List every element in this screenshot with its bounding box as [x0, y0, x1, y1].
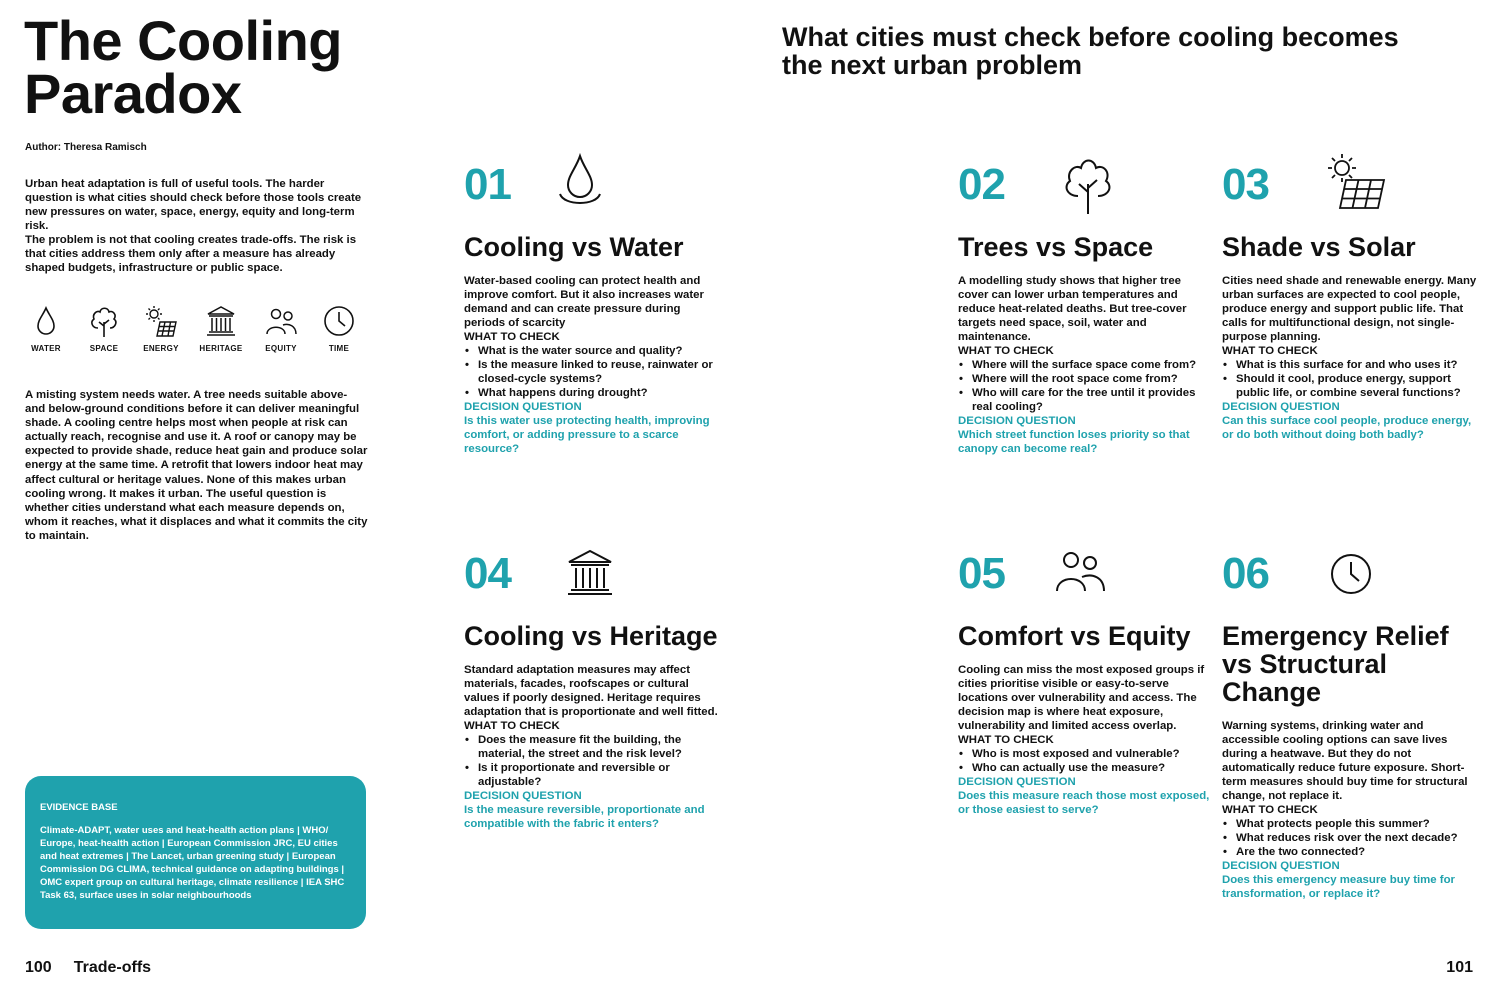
- section-text: Standard adaptation measures may affect materials, facades, roofscapes or cultural values if poorly designed. Heritage requires adaptation that is proportionate and well fitted.: [464, 664, 718, 718]
- theme-energy: [133, 304, 189, 353]
- clock-icon: [1328, 551, 1374, 597]
- spread-heading: What cities must check before cooling becomes the next urban problem: [782, 22, 1399, 80]
- decision-question: Does this measure reach those most exposed, or those easiest to serve?: [958, 790, 1210, 816]
- intro-text: [25, 177, 370, 275]
- check-heading: WHAT TO CHECK: [464, 331, 560, 343]
- section-body: [1222, 274, 1478, 442]
- theme-icon-row: [22, 304, 372, 364]
- section-text: Cities need shade and renewable energy. Many urban surfaces are expected to cool people, produce energy and support public life. That calls for multifunctional design, not single-purpose planning.: [1222, 275, 1477, 343]
- decision-heading: DECISION QUESTION: [1222, 860, 1340, 872]
- check-heading: WHAT TO CHECK: [958, 345, 1054, 357]
- check-item: • What reduces risk over the next decade?: [1222, 831, 1478, 845]
- clock-icon: [322, 304, 356, 338]
- section-body: [958, 663, 1214, 817]
- theme-equity: [253, 304, 309, 353]
- check-list: [1222, 817, 1478, 859]
- check-list: [1222, 358, 1478, 400]
- decision-heading: DECISION QUESTION: [464, 790, 582, 802]
- people-icon: [1054, 549, 1106, 595]
- icon-label: WATER: [31, 344, 61, 353]
- evidence-text: Climate-ADAPT, water uses and heat-health action plans | WHO/ Europe, heat-health action | European Commission JRC, EU cities and heat extremes | The Lancet, urban greening study | European Commission DG CLIMA, technical guidance on adapting buildings | OMC expert group on cultural heritage, climate resilience | IEA SHC Task 63, surface uses in solar neighbourhoods: [40, 825, 345, 901]
- evidence-heading: EVIDENCE BASE: [40, 802, 118, 813]
- section-text: Water-based cooling can protect health and improve comfort. But it also increases water demand and can create pressure during periods of scarcity: [464, 275, 704, 329]
- check-item: • Where will the surface space come from?: [958, 358, 1214, 372]
- check-list: [958, 358, 1214, 414]
- check-item: • Who will care for the tree until it provides real cooling?: [958, 386, 1214, 414]
- theme-heritage: [193, 304, 249, 353]
- check-item: • What happens during drought?: [464, 386, 720, 400]
- icon-label: EQUITY: [265, 344, 297, 353]
- page-number: 101: [1446, 959, 1473, 976]
- section-number: 03: [1222, 160, 1269, 209]
- section-title: Trees vs Space: [958, 232, 1154, 262]
- check-item: • What is the water source and quality?: [464, 344, 720, 358]
- water-drop-icon: [29, 304, 63, 338]
- check-item: • Where will the root space come from?: [958, 372, 1214, 386]
- check-heading: WHAT TO CHECK: [1222, 804, 1318, 816]
- evidence-box: [25, 776, 366, 929]
- section-title: Comfort vs Equity: [958, 621, 1191, 651]
- heritage-building-icon: [204, 304, 238, 338]
- section-number: 06: [1222, 549, 1269, 598]
- solar-panel-icon: [1320, 150, 1388, 216]
- body-text: A misting system needs water. A tree needs suitable above- and below-ground conditions before it can deliver meaningful shade. A cooling centre helps most when people at risk can actually reach, recognise and use it. A roof or canopy may be expected to provide shade, reduce heat gain and produce solar energy at the same time. A retrofit that lowers indoor heat may affect cultural or heritage values. None of this makes urban cooling wrong. It makes it urban. The useful question is whether cities understand what each measure depends on, whom it reaches, what it displaces and what it commits the city to maintain.: [25, 389, 368, 542]
- theme-time: [311, 304, 367, 353]
- water-drop-icon: [552, 150, 608, 214]
- decision-question: Is the measure reversible, proportionate and compatible with the fabric it enters?: [464, 804, 705, 830]
- section-title: Emergency Relief vs Structural Change: [1222, 621, 1449, 707]
- check-item: • Who is most exposed and vulnerable?: [958, 747, 1214, 761]
- decision-heading: DECISION QUESTION: [958, 776, 1076, 788]
- section-title: Shade vs Solar: [1222, 232, 1416, 262]
- check-item: • Are the two connected?: [1222, 845, 1478, 859]
- theme-water: [18, 304, 74, 353]
- people-icon: [264, 304, 298, 338]
- section-name: Trade-offs: [73, 959, 152, 976]
- check-heading: WHAT TO CHECK: [1222, 345, 1318, 357]
- check-item: • What is this surface for and who uses it?: [1222, 358, 1478, 372]
- section-body: [1222, 719, 1478, 901]
- footer-left: [25, 959, 151, 977]
- tree-icon: [1058, 150, 1118, 216]
- decision-heading: DECISION QUESTION: [464, 401, 582, 413]
- page-number: 100: [25, 959, 52, 976]
- section-text: Cooling can miss the most exposed groups if cities prioritise visible or easy-to-serve locations over vulnerability and access. The decision map is where heat exposure, vulnerability and limited access overlap.: [958, 664, 1205, 732]
- check-item: • Who can actually use the measure?: [958, 761, 1214, 775]
- decision-question: Is this water use protecting health, improving comfort, or adding pressure to a scarce resource?: [464, 415, 710, 455]
- check-item: • What protects people this summer?: [1222, 817, 1478, 831]
- icon-label: TIME: [328, 344, 350, 353]
- check-item: • Is it proportionate and reversible or adjustable?: [464, 761, 720, 789]
- icon-label: HERITAGE: [199, 344, 243, 353]
- intro-paragraph: The problem is not that cooling creates trade-offs. The risk is that cities address them only after a measure has already shaped budgets, infrastructure or public space.: [25, 234, 357, 274]
- check-item: • Should it cool, produce energy, support public life, or combine several functions?: [1222, 372, 1478, 400]
- section-number: 05: [958, 549, 1005, 598]
- section-text: A modelling study shows that higher tree cover can lower urban temperatures and reduce heat-related deaths. But tree-cover targets need space, soil, water and maintenance.: [958, 275, 1187, 343]
- check-item: • Does the measure fit the building, the material, the street and the risk level?: [464, 733, 720, 761]
- decision-question: Can this surface cool people, produce energy, or do both without doing both badly?: [1222, 415, 1472, 441]
- theme-space: [76, 304, 132, 353]
- section-title: Cooling vs Water: [464, 232, 684, 262]
- section-title: Cooling vs Heritage: [464, 621, 718, 651]
- check-heading: WHAT TO CHECK: [958, 734, 1054, 746]
- author-line: Author: Theresa Ramisch: [25, 142, 147, 153]
- section-text: Warning systems, drinking water and accessible cooling options can save lives during a heatwave. But they do not automatically reduce future exposure. Short-term measures should buy time for structural change, not replace it.: [1222, 720, 1468, 802]
- section-number: 01: [464, 160, 511, 209]
- heritage-building-icon: [564, 547, 616, 599]
- page-title: The Cooling Paradox: [24, 9, 343, 125]
- section-number: 02: [958, 160, 1005, 209]
- section-body: [464, 663, 720, 831]
- decision-question: Which street function loses priority so that canopy can become real?: [958, 429, 1190, 455]
- decision-heading: DECISION QUESTION: [958, 415, 1076, 427]
- icon-label: ENERGY: [143, 344, 179, 353]
- check-heading: WHAT TO CHECK: [464, 720, 560, 732]
- check-item: • Is the measure linked to reuse, rainwater or closed-cycle systems?: [464, 358, 720, 386]
- check-list: [958, 747, 1214, 775]
- tree-icon: [87, 304, 121, 338]
- check-list: [464, 344, 720, 400]
- section-body: [958, 274, 1214, 456]
- check-list: [464, 733, 720, 789]
- intro-paragraph: Urban heat adaptation is full of useful tools. The harder question is what cities should check before those tools create new pressures on water, space, energy, equity and long-term risk.: [25, 178, 362, 232]
- decision-question: Does this emergency measure buy time for transformation, or replace it?: [1222, 874, 1455, 900]
- icon-label: SPACE: [89, 344, 119, 353]
- decision-heading: DECISION QUESTION: [1222, 401, 1340, 413]
- section-number: 04: [464, 549, 511, 598]
- solar-panel-icon: [144, 304, 178, 338]
- section-body: [464, 274, 720, 456]
